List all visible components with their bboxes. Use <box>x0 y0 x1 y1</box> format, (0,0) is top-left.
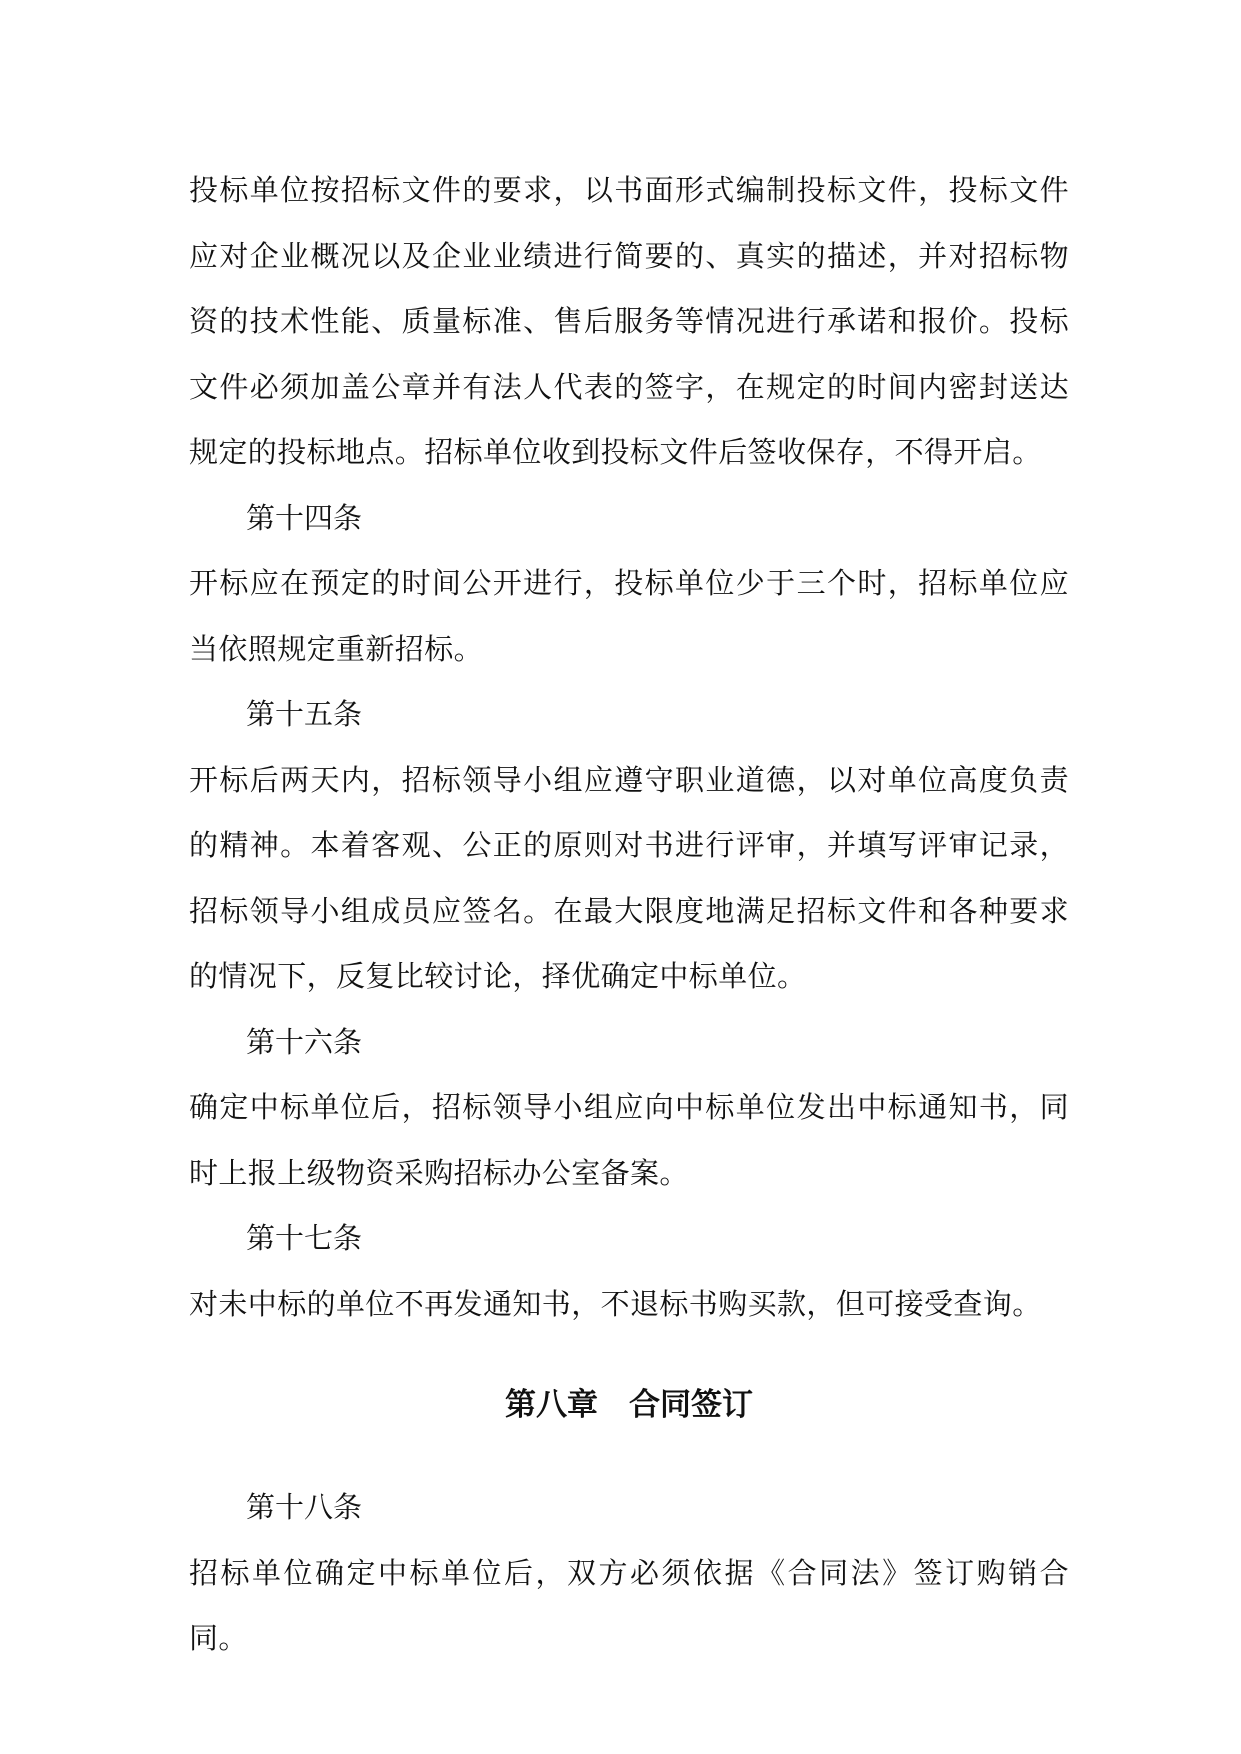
article-15-heading: 第十五条 <box>246 697 363 731</box>
document-body <box>189 158 1069 1672</box>
paragraph-bid-documents: 投标单位按招标文件的要求，以书面形式编制投标文件，投标文件应对企业概况以及企业业绩进行简要的、真实的描述，并对招标物资的技术性能、质量标准、售后服务等情况进行承诺和报价。投标文件必须加盖公章并有法人代表的签字，在规定的时间内密封送达规定的投标地点。招标单位收到投标文件后签收保存，不得开启。 <box>189 173 1069 469</box>
chapter-8-title: 第八章 合同签订 <box>505 1387 753 1423</box>
paragraph-bid-opening: 开标应在预定的时间公开进行，投标单位少于三个时，招标单位应当依照规定重新招标。 <box>189 566 1069 666</box>
paragraph-evaluation: 开标后两天内，招标领导小组应遵守职业道德，以对单位高度负责的精神。本着客观、公正的原则对书进行评审，并填写评审记录，招标领导小组成员应签名。在最大限度地满足招标文件和各种要求的情况下，反复比较讨论，择优确定中标单位。 <box>189 762 1069 993</box>
article-16-heading: 第十六条 <box>246 1024 363 1059</box>
article-14-heading: 第十四条 <box>246 500 363 535</box>
article-18-heading: 第十八条 <box>246 1490 363 1524</box>
article-17-heading: 第十七条 <box>246 1221 363 1255</box>
paragraph-unsuccessful-bidders: 对未中标的单位不再发通知书，不退标书购买款，但可接受查询。 <box>189 1286 1042 1321</box>
paragraph-award-notice: 确定中标单位后，招标领导小组应向中标单位发出中标通知书，同时上报上级物资采购招标办公室备案。 <box>189 1090 1069 1190</box>
paragraph-contract-signing: 招标单位确定中标单位后，双方必须依据《合同法》签订购销合同。 <box>189 1555 1069 1655</box>
